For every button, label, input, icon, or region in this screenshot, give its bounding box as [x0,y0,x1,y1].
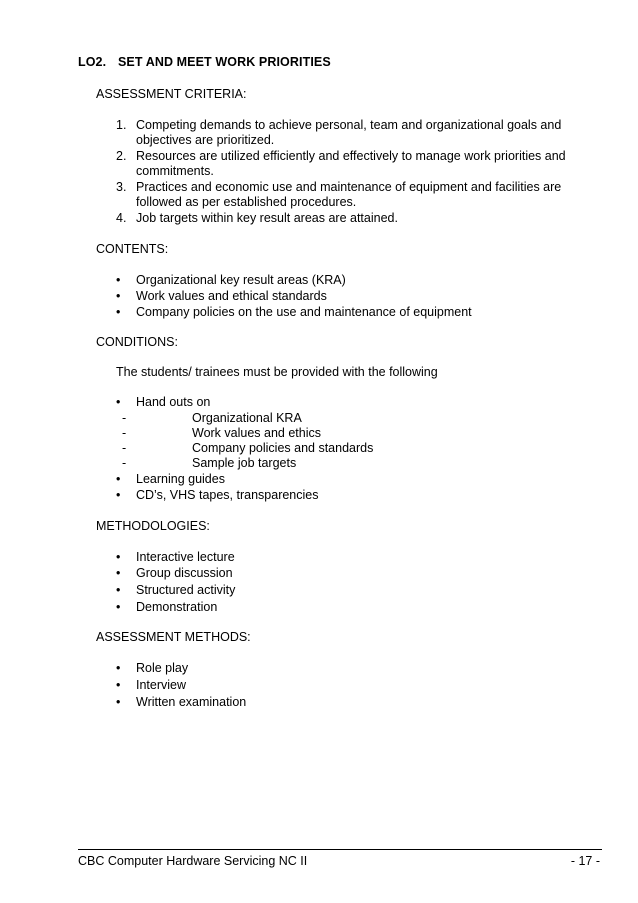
sub-list-item [122,410,302,426]
list-item [116,487,319,503]
assessment-criteria-heading: ASSESSMENT CRITERIA: [96,87,247,101]
criteria-text: Competing demands to achieve personal, team and organizational goals and [136,118,562,132]
dash-icon: - [122,441,127,455]
criteria-item-2-cont: commitments. [136,164,214,178]
sub-list-item [122,455,296,471]
list-item [116,288,327,304]
criteria-number: 4. [116,211,127,225]
list-item-text: Written examination [136,695,247,709]
bullet-icon: • [116,488,121,502]
bullet-icon: • [116,550,121,564]
footer-divider [78,849,602,850]
bullet-icon: • [116,566,121,580]
criteria-item-3-cont: followed as per established procedures. [136,195,357,209]
list-item [116,677,186,693]
sub-list-item-text: Organizational KRA [192,411,302,425]
footer-course-title: CBC Computer Hardware Servicing NC II [78,854,308,868]
criteria-text: Job targets within key result areas are attained. [136,211,398,225]
bullet-icon: • [116,395,121,409]
criteria-number: 3. [116,180,127,194]
criteria-item-1 [116,117,561,133]
list-item [116,660,188,676]
bullet-icon: • [116,289,121,303]
list-item-text: Structured activity [136,583,236,597]
list-item-text: CD’s, VHS tapes, transparencies [136,488,319,502]
list-item-text: Group discussion [136,566,233,580]
page-number: - 17 - [570,854,600,868]
list-item [116,272,346,288]
sub-list-item [122,425,321,441]
dash-icon: - [122,411,127,425]
bullet-icon: • [116,273,121,287]
list-item [116,394,210,410]
criteria-item-2 [116,148,566,164]
bullet-icon: • [116,678,121,692]
list-item [116,694,246,710]
criteria-item-3 [116,179,561,195]
list-item [116,582,235,598]
bullet-icon: • [116,600,121,614]
list-item-text: Hand outs on [136,395,211,409]
section-code: LO2. [78,55,107,69]
criteria-number: 1. [116,118,127,132]
bullet-icon: • [116,583,121,597]
list-item-text: Company policies on the use and maintenance of equipment [136,305,472,319]
dash-icon: - [122,426,127,440]
criteria-item-1-cont: objectives are prioritized. [136,133,275,147]
sub-list-item [122,440,373,456]
bullet-icon: • [116,472,121,486]
methodologies-heading: METHODOLOGIES: [96,519,210,533]
list-item-text: Interview [136,678,187,692]
sub-list-item-text: Sample job targets [192,456,297,470]
list-item [116,549,235,565]
contents-heading: CONTENTS: [96,242,169,256]
assessment-methods-heading: ASSESSMENT METHODS: [96,630,251,644]
list-item-text: Demonstration [136,600,218,614]
bullet-icon: • [116,305,121,319]
list-item-text: Work values and ethical standards [136,289,327,303]
conditions-intro: The students/ trainees must be provided with the following [116,365,438,379]
bullet-icon: • [116,661,121,675]
list-item [116,304,472,320]
conditions-heading: CONDITIONS: [96,335,178,349]
sub-list-item-text: Work values and ethics [192,426,321,440]
sub-list-item-text: Company policies and standards [192,441,374,455]
list-item [116,599,217,615]
list-item-text: Learning guides [136,472,225,486]
criteria-text: Resources are utilized efficiently and effectively to manage work priorities and [136,149,566,163]
list-item-text: Organizational key result areas (KRA) [136,273,346,287]
dash-icon: - [122,456,127,470]
bullet-icon: • [116,695,121,709]
list-item-text: Interactive lecture [136,550,235,564]
criteria-item-4 [116,210,398,226]
list-item-text: Role play [136,661,189,675]
page-title [78,54,331,70]
criteria-number: 2. [116,149,127,163]
list-item [116,565,233,581]
list-item [116,471,225,487]
section-title: SET AND MEET WORK PRIORITIES [118,55,331,69]
criteria-text: Practices and economic use and maintenance of equipment and facilities are [136,180,562,194]
